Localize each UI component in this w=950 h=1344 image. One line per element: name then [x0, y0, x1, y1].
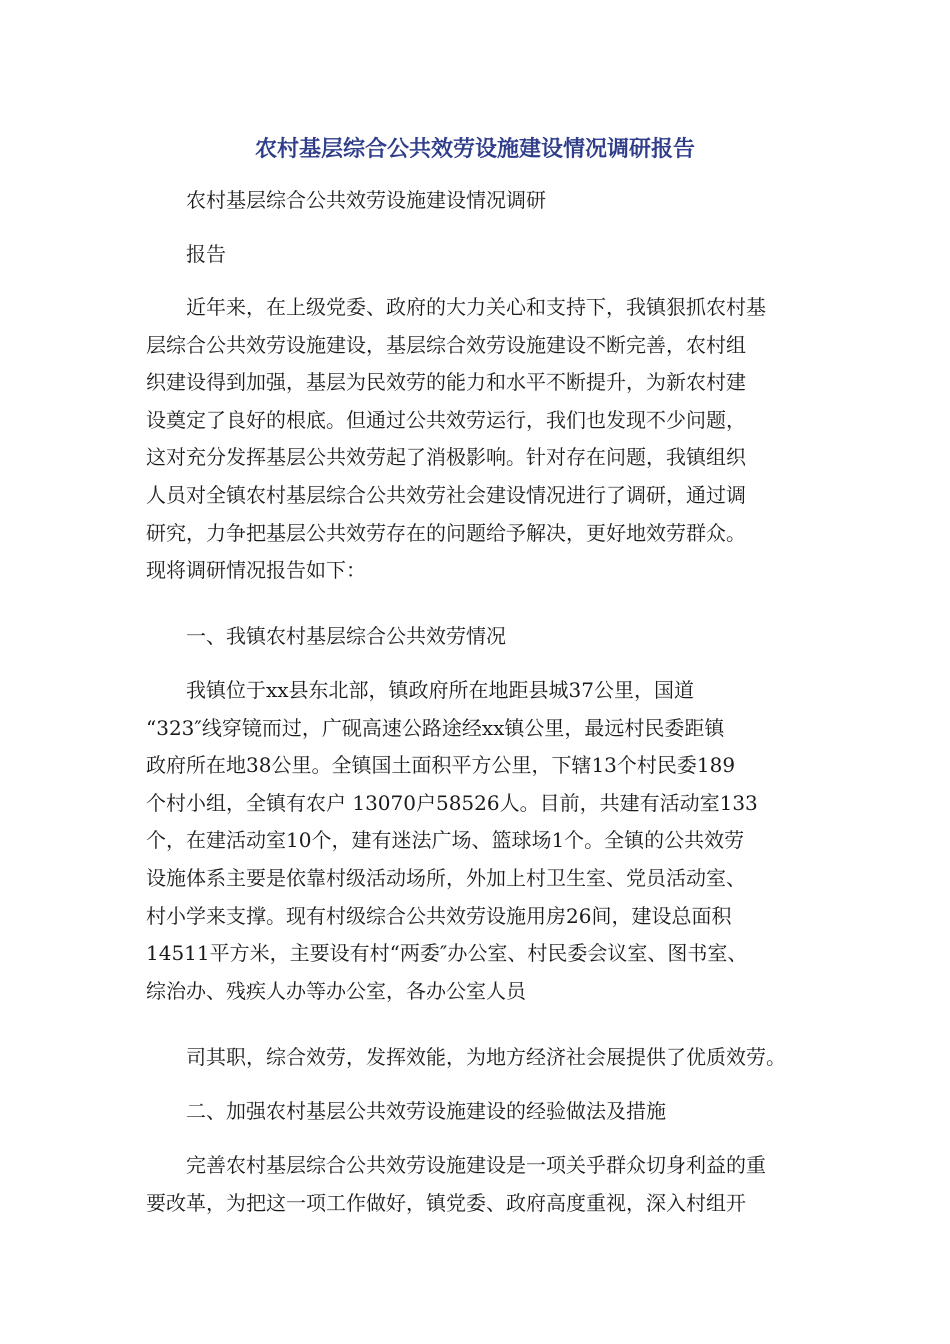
section-1-line: 个，在建活动室10个，建有迷法广场、篮球场1个。全镇的公共效劳 [146, 828, 745, 853]
section-1-line: 14511平方米，主要设有村“两委″办公室、村民委会议室、图书室、 [146, 941, 748, 966]
document-title: 农村基层综合公共效劳设施建设情况调研报告 [254, 137, 695, 162]
section-1-line: 我镇位于xx县东北部，镇政府所在地距县城37公里，国道 [186, 678, 695, 702]
section-1-line: 综治办、残疾人办等办公室，各办公室人员 [146, 978, 526, 1003]
intro-line: 近年来，在上级党委、政府的大力关心和支持下，我镇狠抓农村基 [186, 295, 766, 319]
section-1-line: “323″线穿镜而过，广砚高速公路途经xx镇公里，最远村民委距镇 [146, 715, 725, 740]
intro-line: 织建设得到加强，基层为民效劳的能力和水平不断提升，为新农村建 [146, 370, 746, 395]
intro-line: 层综合公共效劳设施建设，基层综合效劳设施建设不断完善，农村组 [146, 332, 746, 357]
section-1-line: 政府所在地38公里。全镇国土面积平方公里，下辖13个村民委189 [146, 753, 736, 778]
intro-line: 人员对全镇农村基层综合公共效劳社会建设情况进行了调研，通过调 [146, 482, 746, 507]
section-2-paragraph [146, 1147, 816, 1222]
intro-line: 研究，力争把基层公共效劳存在的问题给予解决，更好地效劳群众。 [146, 520, 746, 545]
intro-line: 设奠定了良好的根底。但通过公共效劳运行，我们也发现不少问题， [146, 407, 746, 432]
section-1-line: 个村小组，全镇有农户 13070户58526人。目前，共建有活动室133 [146, 790, 758, 815]
section-2-line: 完善农村基层综合公共效劳设施建设是一项关乎群众切身利益的重 [186, 1153, 766, 1177]
section-2-heading: 二、加强农村基层公共效劳设施建设的经验做法及措施 [186, 1099, 666, 1123]
section-1-paragraph [146, 672, 816, 1010]
intro-paragraph [146, 289, 816, 590]
intro-line: 现将调研情况报告如下： [146, 558, 366, 583]
section-1-continuation: 司其职，综合效劳，发挥效能，为地方经济社会展提供了优质效劳。 [186, 1045, 786, 1069]
subtitle-line-2: 报告 [186, 242, 226, 266]
intro-line: 这对充分发挥基层公共效劳起了消极影响。针对存在问题，我镇组织 [146, 445, 746, 470]
section-1-line: 村小学来支撑。现有村级综合公共效劳设施用房26间，建设总面积 [146, 903, 732, 928]
section-1-heading: 一、我镇农村基层综合公共效劳情况 [186, 624, 506, 648]
section-2-line: 要改革，为把这一项工作做好，镇党委、政府高度重视，深入村组开 [146, 1190, 746, 1215]
subtitle-line-1: 农村基层综合公共效劳设施建设情况调研 [186, 188, 546, 212]
section-1-line: 设施体系主要是依靠村级活动场所，外加上村卫生室、党员活动室、 [146, 865, 746, 890]
